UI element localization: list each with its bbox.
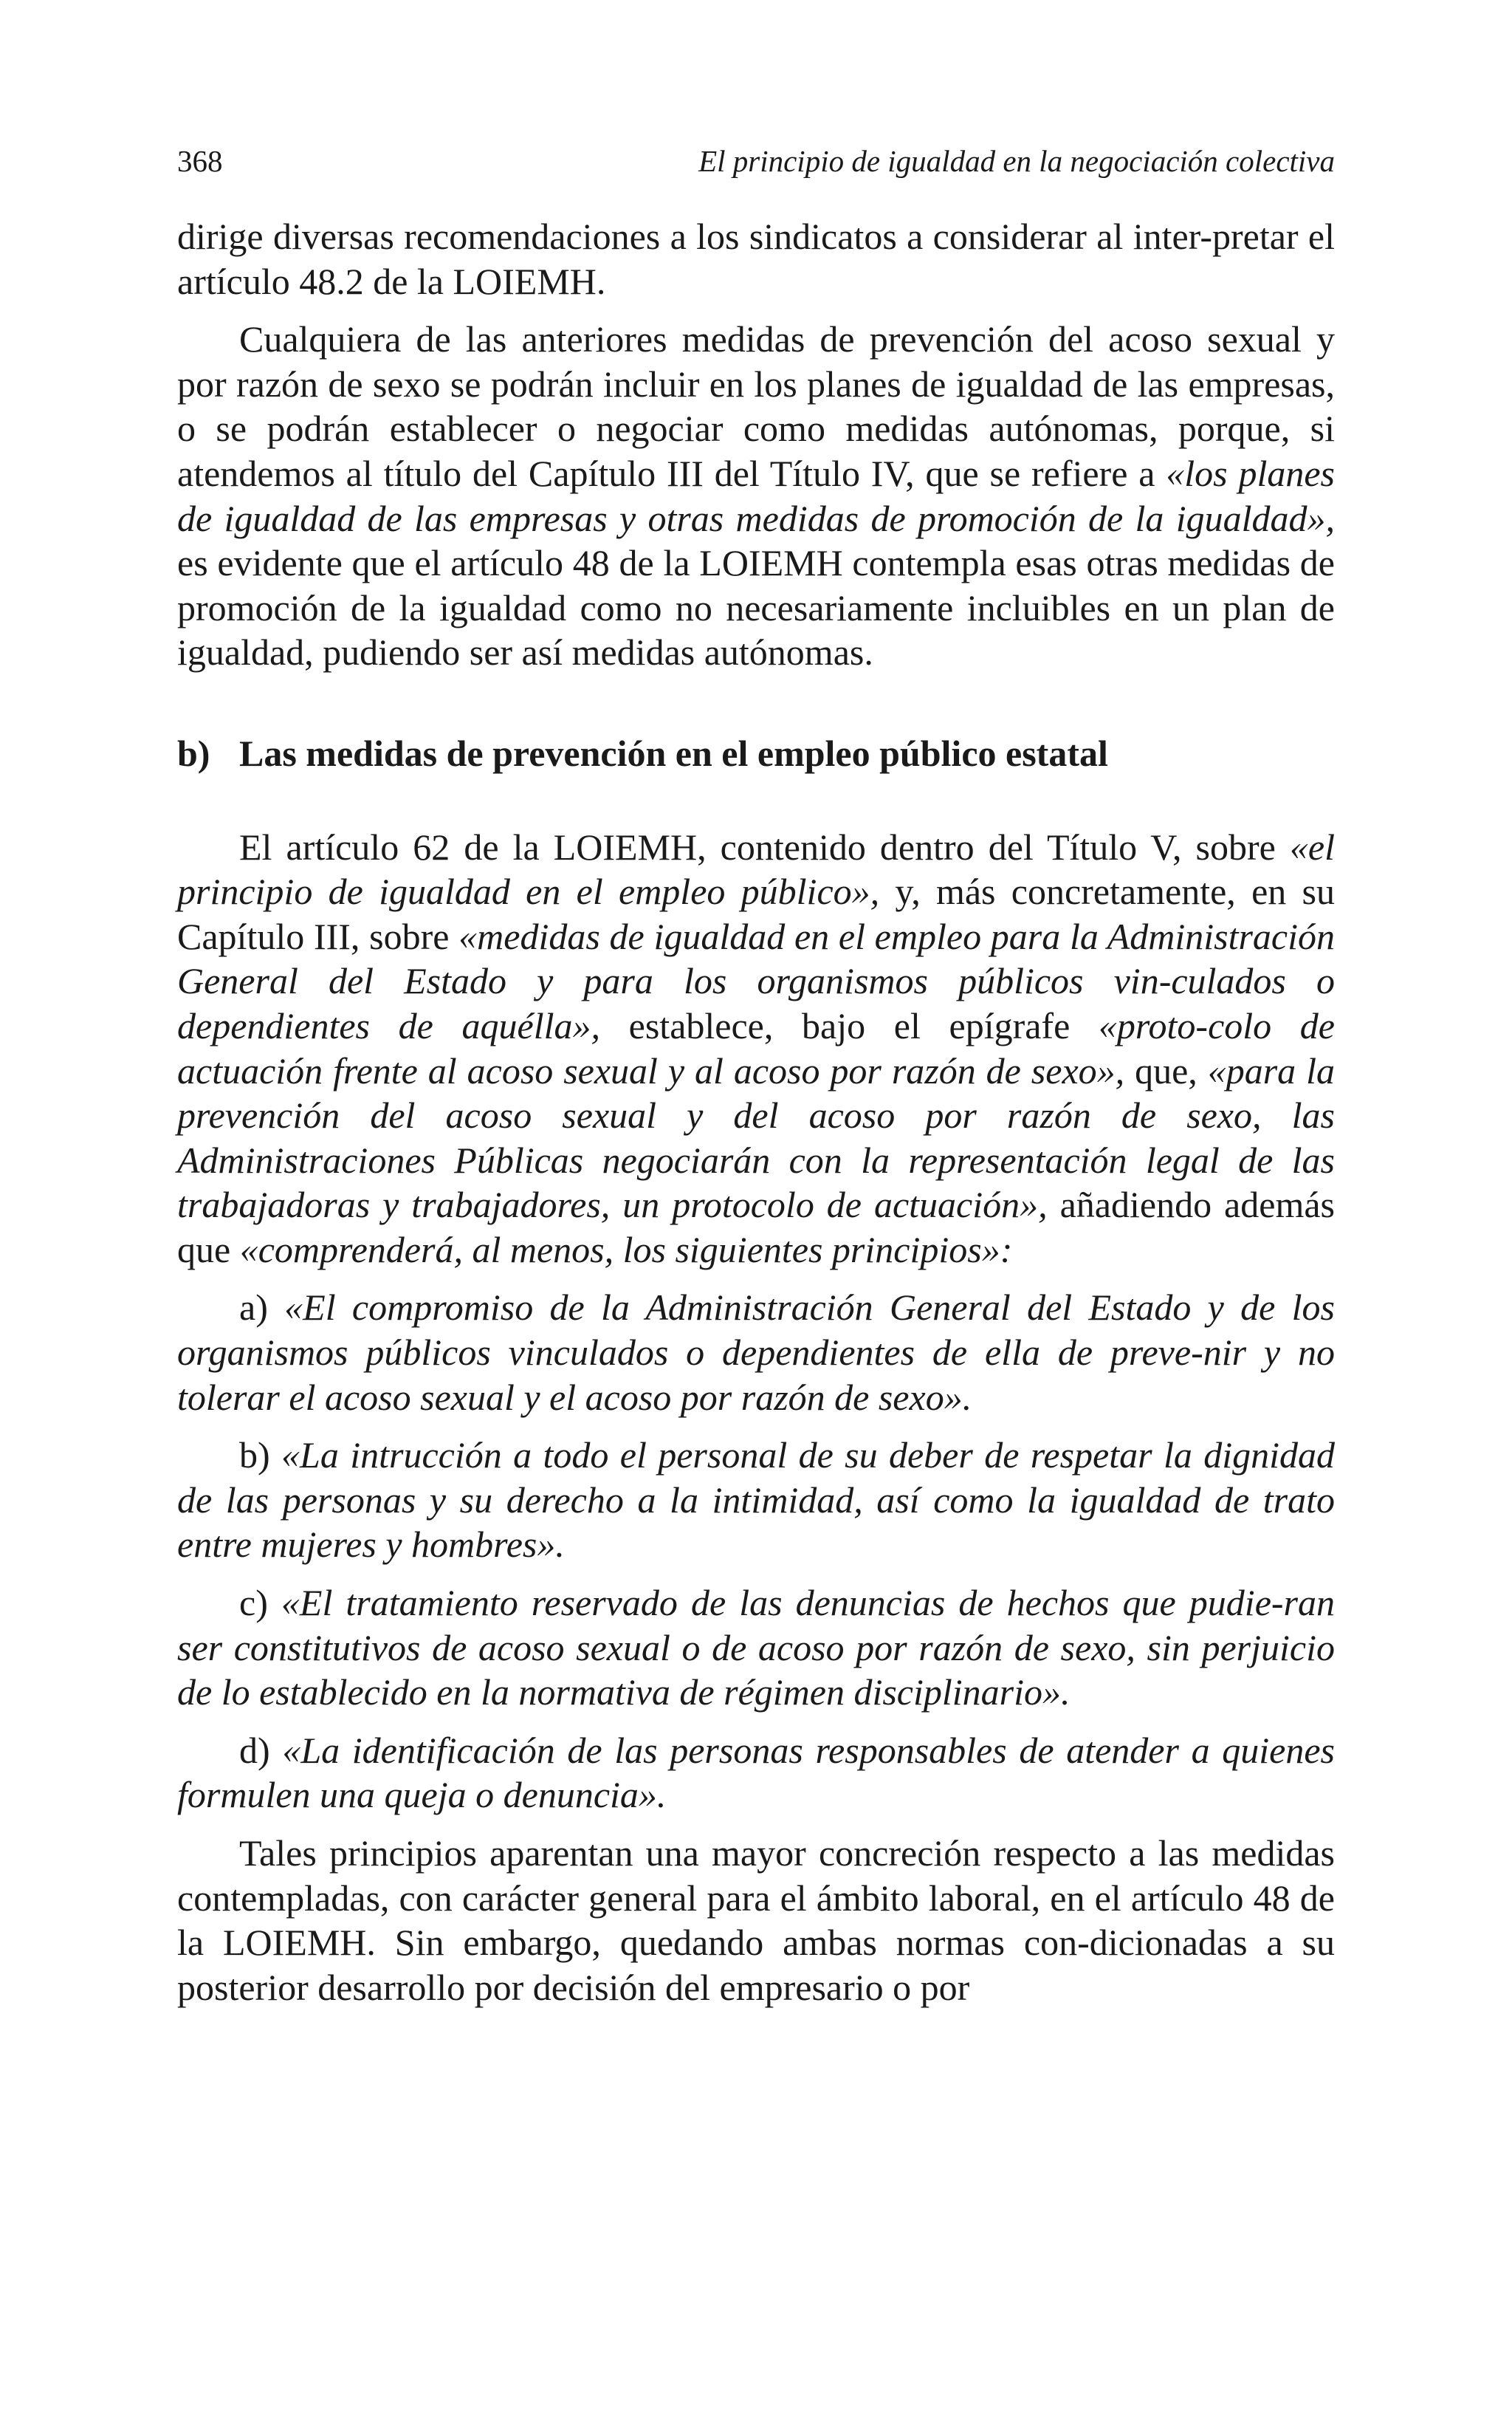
- running-head: [177, 139, 1335, 183]
- paragraph-text: que,: [1124, 1049, 1208, 1092]
- quoted-text: «medidas de igualdad en el empleo para la Administración General del Estado y para los organismos públicos vin-culados o dependientes de aquélla»,: [177, 915, 1336, 1046]
- list-text: «La intrucción a todo el personal de su deber de respetar la dignidad de las personas y su derecho a la intimidad, así como la igualdad de trato entre mujeres y hombres».: [177, 1434, 1335, 1566]
- list-label: a): [239, 1286, 285, 1329]
- paragraph-measures: [177, 317, 1335, 675]
- paragraph-text: El artículo 62 de la LOIEMH, contenido dentro del Título V, sobre: [239, 826, 1290, 868]
- list-text: «El compromiso de la Administración General del Estado y de los organismos públicos vinculados o dependientes de ella de preve-nir y no tolerar el acoso sexual y el acoso por razón de sexo».: [177, 1286, 1336, 1418]
- section-title: Las medidas de prevención en el empleo público estatal: [239, 732, 1108, 774]
- book-page: [177, 0, 1335, 2412]
- list-label: d): [239, 1729, 283, 1771]
- paragraph-text: y, más concretamente, en su Capítulo III, sobre: [177, 871, 1336, 957]
- page-number: 368: [177, 144, 223, 178]
- section-letter: b): [177, 732, 210, 774]
- paragraph-text: dirige diversas recomendaciones a los sindicatos a considerar al inter-pretar el artículo 48.2 de la LOIEMH.: [177, 216, 1335, 302]
- quoted-text: «comprenderá, al menos, los siguientes principios»:: [239, 1228, 1013, 1270]
- list-label: b): [239, 1434, 282, 1476]
- quoted-text: «proto-colo de actuación frente al acoso sexual y al acoso por razón de sexo»,: [177, 1004, 1335, 1092]
- list-text: «La identificación de las personas responsables de atender a quienes formulen una queja o denuncia».: [177, 1729, 1335, 1816]
- paragraph-final: [177, 1831, 1335, 2010]
- quoted-text: «para la prevención del acoso sexual y del acoso por razón de sexo, las Administraciones Públicas negociarán con la representación legal de las trabajadoras y trabajadores, un protocolo de actuación»,: [177, 1049, 1335, 1226]
- list-label: c): [239, 1582, 281, 1624]
- list-text: «El tratamiento reservado de las denuncias de hechos que pudie-ran ser constitutivos de acoso sexual o de acoso por razón de sexo, sin perjuicio de lo establecido en la normativa de régimen disciplinario».: [177, 1582, 1335, 1713]
- paragraph-text: Cualquiera de las anteriores medidas de prevención del acoso sexual y por razón de sexo se podrán incluir en los planes de igualdad de las empresas, o se podrán establecer o negociar como medidas autónomas, porque, si atendemos al título del Capítulo III del Título IV, que se refiere a: [177, 318, 1335, 494]
- paragraph-text: añadiendo además que: [177, 1184, 1335, 1270]
- body-text: [177, 214, 1335, 2023]
- quoted-text: «el principio de igualdad en el empleo público»,: [177, 826, 1335, 913]
- list-item: [177, 1728, 1335, 1817]
- paragraph-continuation: [177, 214, 1335, 304]
- list-item: [177, 1433, 1335, 1567]
- paragraph-text: es evidente que el artículo 48 de la LOIEMH contempla esas otras medidas de promoción de la igualdad como no necesariamente incluibles en un plan de igualdad, pudiendo ser así medidas autónomas.: [177, 542, 1335, 674]
- quoted-title: «los planes de igualdad de las empresas y otras medidas de promoción de la igualdad»,: [177, 452, 1335, 539]
- section-heading: [177, 731, 1335, 776]
- running-title: El principio de igualdad en la negociación colectiva: [698, 144, 1335, 178]
- paragraph-text: establece, bajo el epígrafe: [600, 1004, 1099, 1046]
- paragraph-article-62: [177, 825, 1335, 1272]
- list-item: [177, 1285, 1335, 1419]
- list-item: [177, 1580, 1335, 1715]
- paragraph-text: Tales principios aparentan una mayor concreción respecto a las medidas contempladas, con carácter general para el ámbito laboral, en el artículo 48 de la LOIEMH. Sin embargo, quedando ambas normas con-dicionadas a su posterior desarrollo por decisión del empresario o por: [177, 1832, 1335, 2008]
